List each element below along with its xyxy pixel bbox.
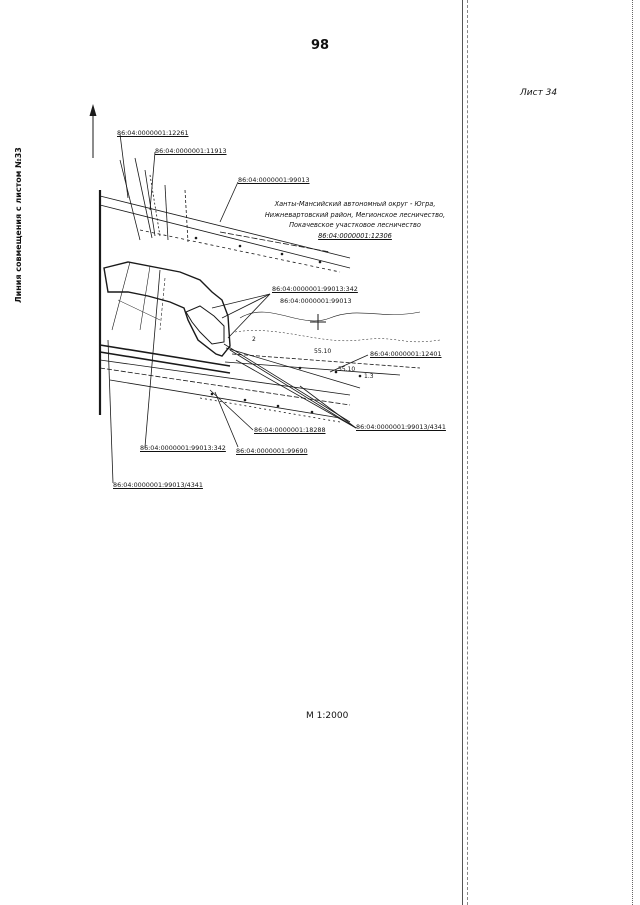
match-line-label: Линия совмещения с листом №33 [14, 147, 23, 303]
parcel-label-99013-4341-b: 86:04:0000001:99013/4341 [113, 481, 203, 489]
parcel-label-99013-342: 86:04:0000001:99013:342 [272, 285, 358, 293]
parcel-label-12401: 86:04:0000001:12401 [370, 350, 442, 358]
mark-number-2: 2 [252, 336, 256, 343]
parcel-label-99013-4341: 86:04:0000001:99013/4341 [356, 423, 446, 431]
pad-outline [104, 262, 230, 356]
parcel-label-11913: 86:04:0000001:11913 [155, 147, 227, 155]
parcel-label-99013-342-b: 86:04:0000001:99013:342 [140, 444, 226, 452]
region-line-1: Ханты-Мансийский автономный округ - Югра, [274, 200, 436, 208]
north-arrow-icon [90, 104, 97, 158]
elevation-mark-1: 55.10 [314, 348, 332, 355]
region-label [250, 199, 460, 241]
parcel-label-99690: 86:04:0000001:99690 [236, 447, 308, 455]
parcel-label-12261: 86:04:0000001:12261 [117, 129, 189, 137]
page-number: 98 [310, 38, 330, 53]
elevation-mark-2: 55.10 [338, 366, 356, 373]
parcel-label-18288: 86:04:0000001:18288 [254, 426, 326, 434]
region-line-3: Покачевское участковое лесничество [289, 221, 421, 229]
parcel-label-12306: 86:04:0000001:12306 [318, 231, 392, 240]
scale-label: М 1:2000 [306, 711, 349, 721]
parcel-label-99013-top: 86:04:0000001:99013 [238, 176, 310, 184]
elevation-mark-3: 1.3 [364, 373, 374, 380]
region-line-2: Нижневартовский район, Мегионское лесничество, [264, 210, 446, 219]
sheet-label: Лист 34 [520, 88, 558, 98]
parcel-label-99013-mid: 86:04:0000001:99013 [280, 297, 352, 305]
